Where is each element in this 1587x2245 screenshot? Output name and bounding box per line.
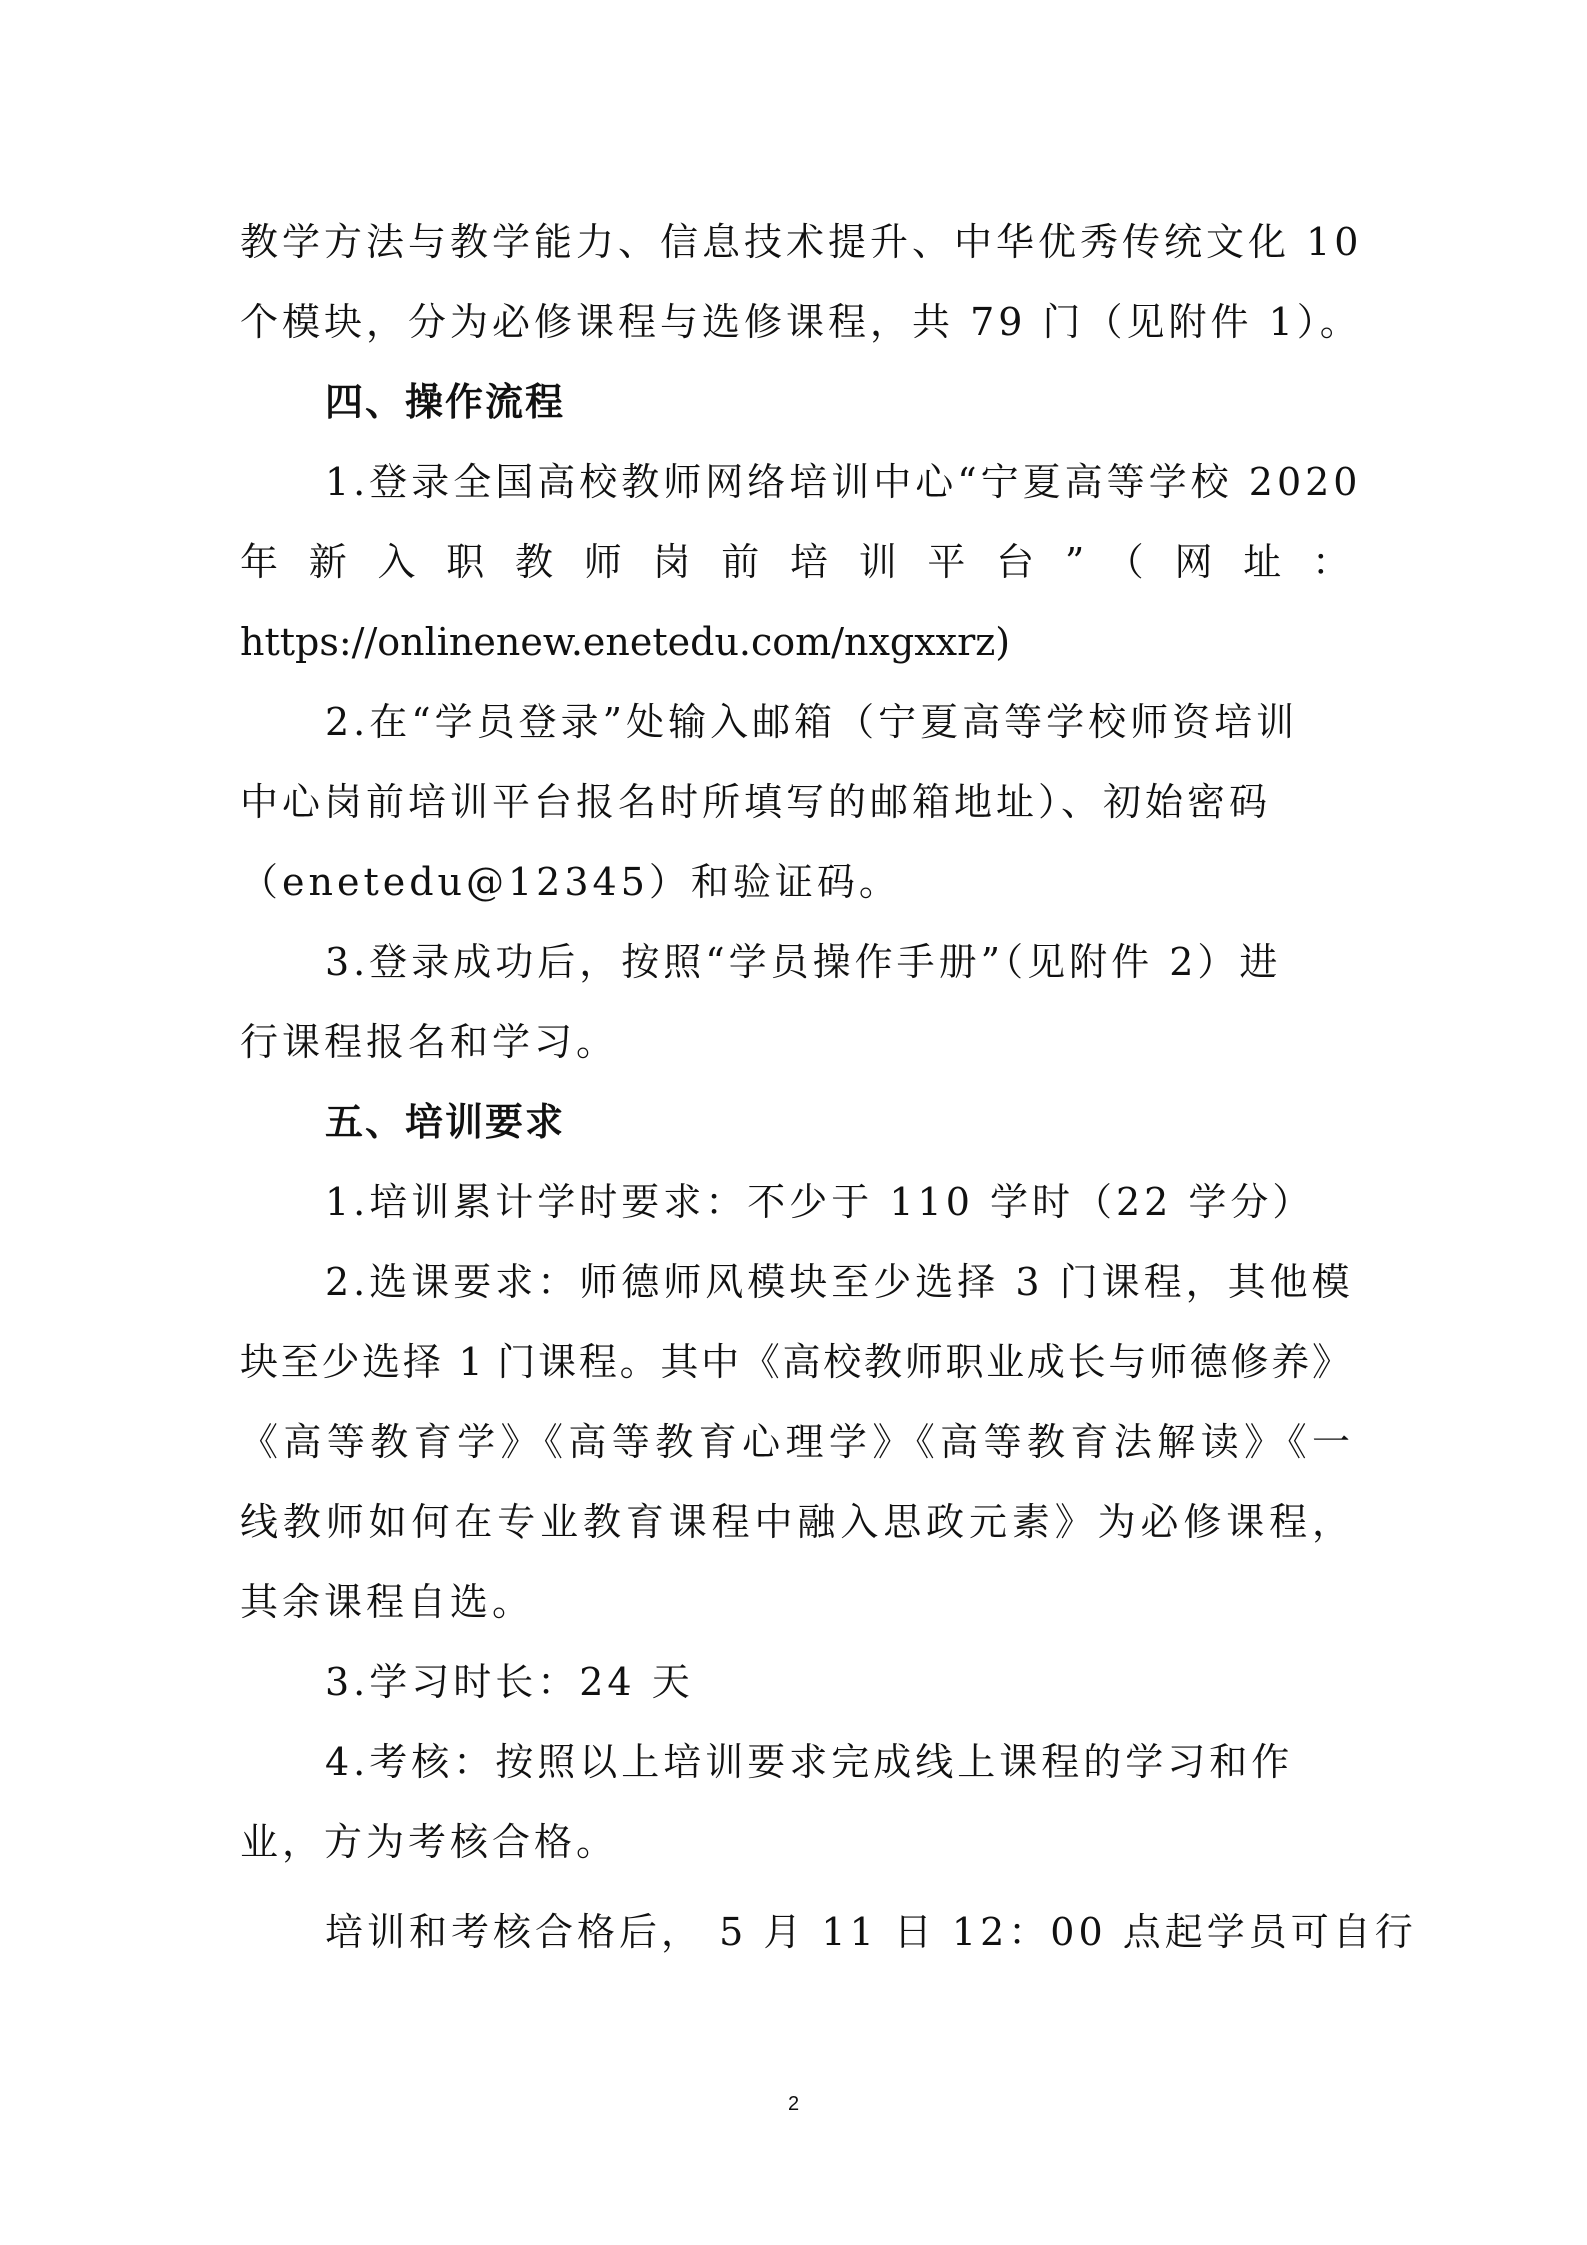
paragraph-line: 教学方法与教学能力、信息技术提升、中华优秀传统文化 10	[240, 220, 1363, 264]
paragraph-line: 1.培训累计学时要求：不少于 110 学时（22 学分）	[325, 1180, 1315, 1224]
paragraph-line: 其余课程自选。	[240, 1580, 535, 1624]
paragraph-line: 中心岗前培训平台报名时所填写的邮箱地址）、初始密码	[240, 780, 1272, 824]
paragraph-line: 1.登录全国高校教师网络培训中心“宁夏高等学校 2020	[325, 460, 1362, 504]
paragraph-line: 块至少选择 1 门课程。其中《高校教师职业成长与师德修养》	[240, 1340, 1350, 1384]
platform-url: https://onlinenew.enetedu.com/nxgxxrz)	[240, 620, 1011, 664]
section-heading-requirements: 五、培训要求	[325, 1100, 566, 1144]
paragraph-line: 《高等教育学》《高等教育心理学》《高等教育法解读》《一	[240, 1420, 1350, 1464]
paragraph-line: 3.登录成功后，按照“学员操作手册”（见附件 2）进	[325, 940, 1282, 984]
paragraph-line: 线教师如何在专业教育课程中融入思政元素》为必修课程，	[240, 1500, 1350, 1544]
page-number: 2	[787, 2093, 800, 2115]
paragraph-line: 2.选课要求：师德师风模块至少选择 3 门课程，其他模	[325, 1260, 1354, 1304]
section-heading-procedure: 四、操作流程	[325, 380, 566, 424]
paragraph-line: 4.考核：按照以上培训要求完成线上课程的学习和作	[325, 1740, 1294, 1784]
paragraph-line: 年 新 入 职 教 师 岗 前 培 训 平 台 ” （ 网 址 ：	[240, 540, 1350, 584]
paragraph-line: 培训和考核合格后， 5 月 11 日 12：00 点起学员可自行	[325, 1910, 1417, 1954]
paragraph-line: 3.学习时长：24 天	[325, 1660, 694, 1704]
paragraph-line: （enetedu@12345）和验证码。	[240, 860, 901, 904]
paragraph-line: 行课程报名和学习。	[240, 1020, 619, 1064]
paragraph-line: 2.在“学员登录”处输入邮箱（宁夏高等学校师资培训	[325, 700, 1299, 744]
paragraph-line: 个模块，分为必修课程与选修课程，共 79 门（见附件 1）。	[240, 300, 1362, 344]
paragraph-line: 业，方为考核合格。	[240, 1820, 619, 1864]
